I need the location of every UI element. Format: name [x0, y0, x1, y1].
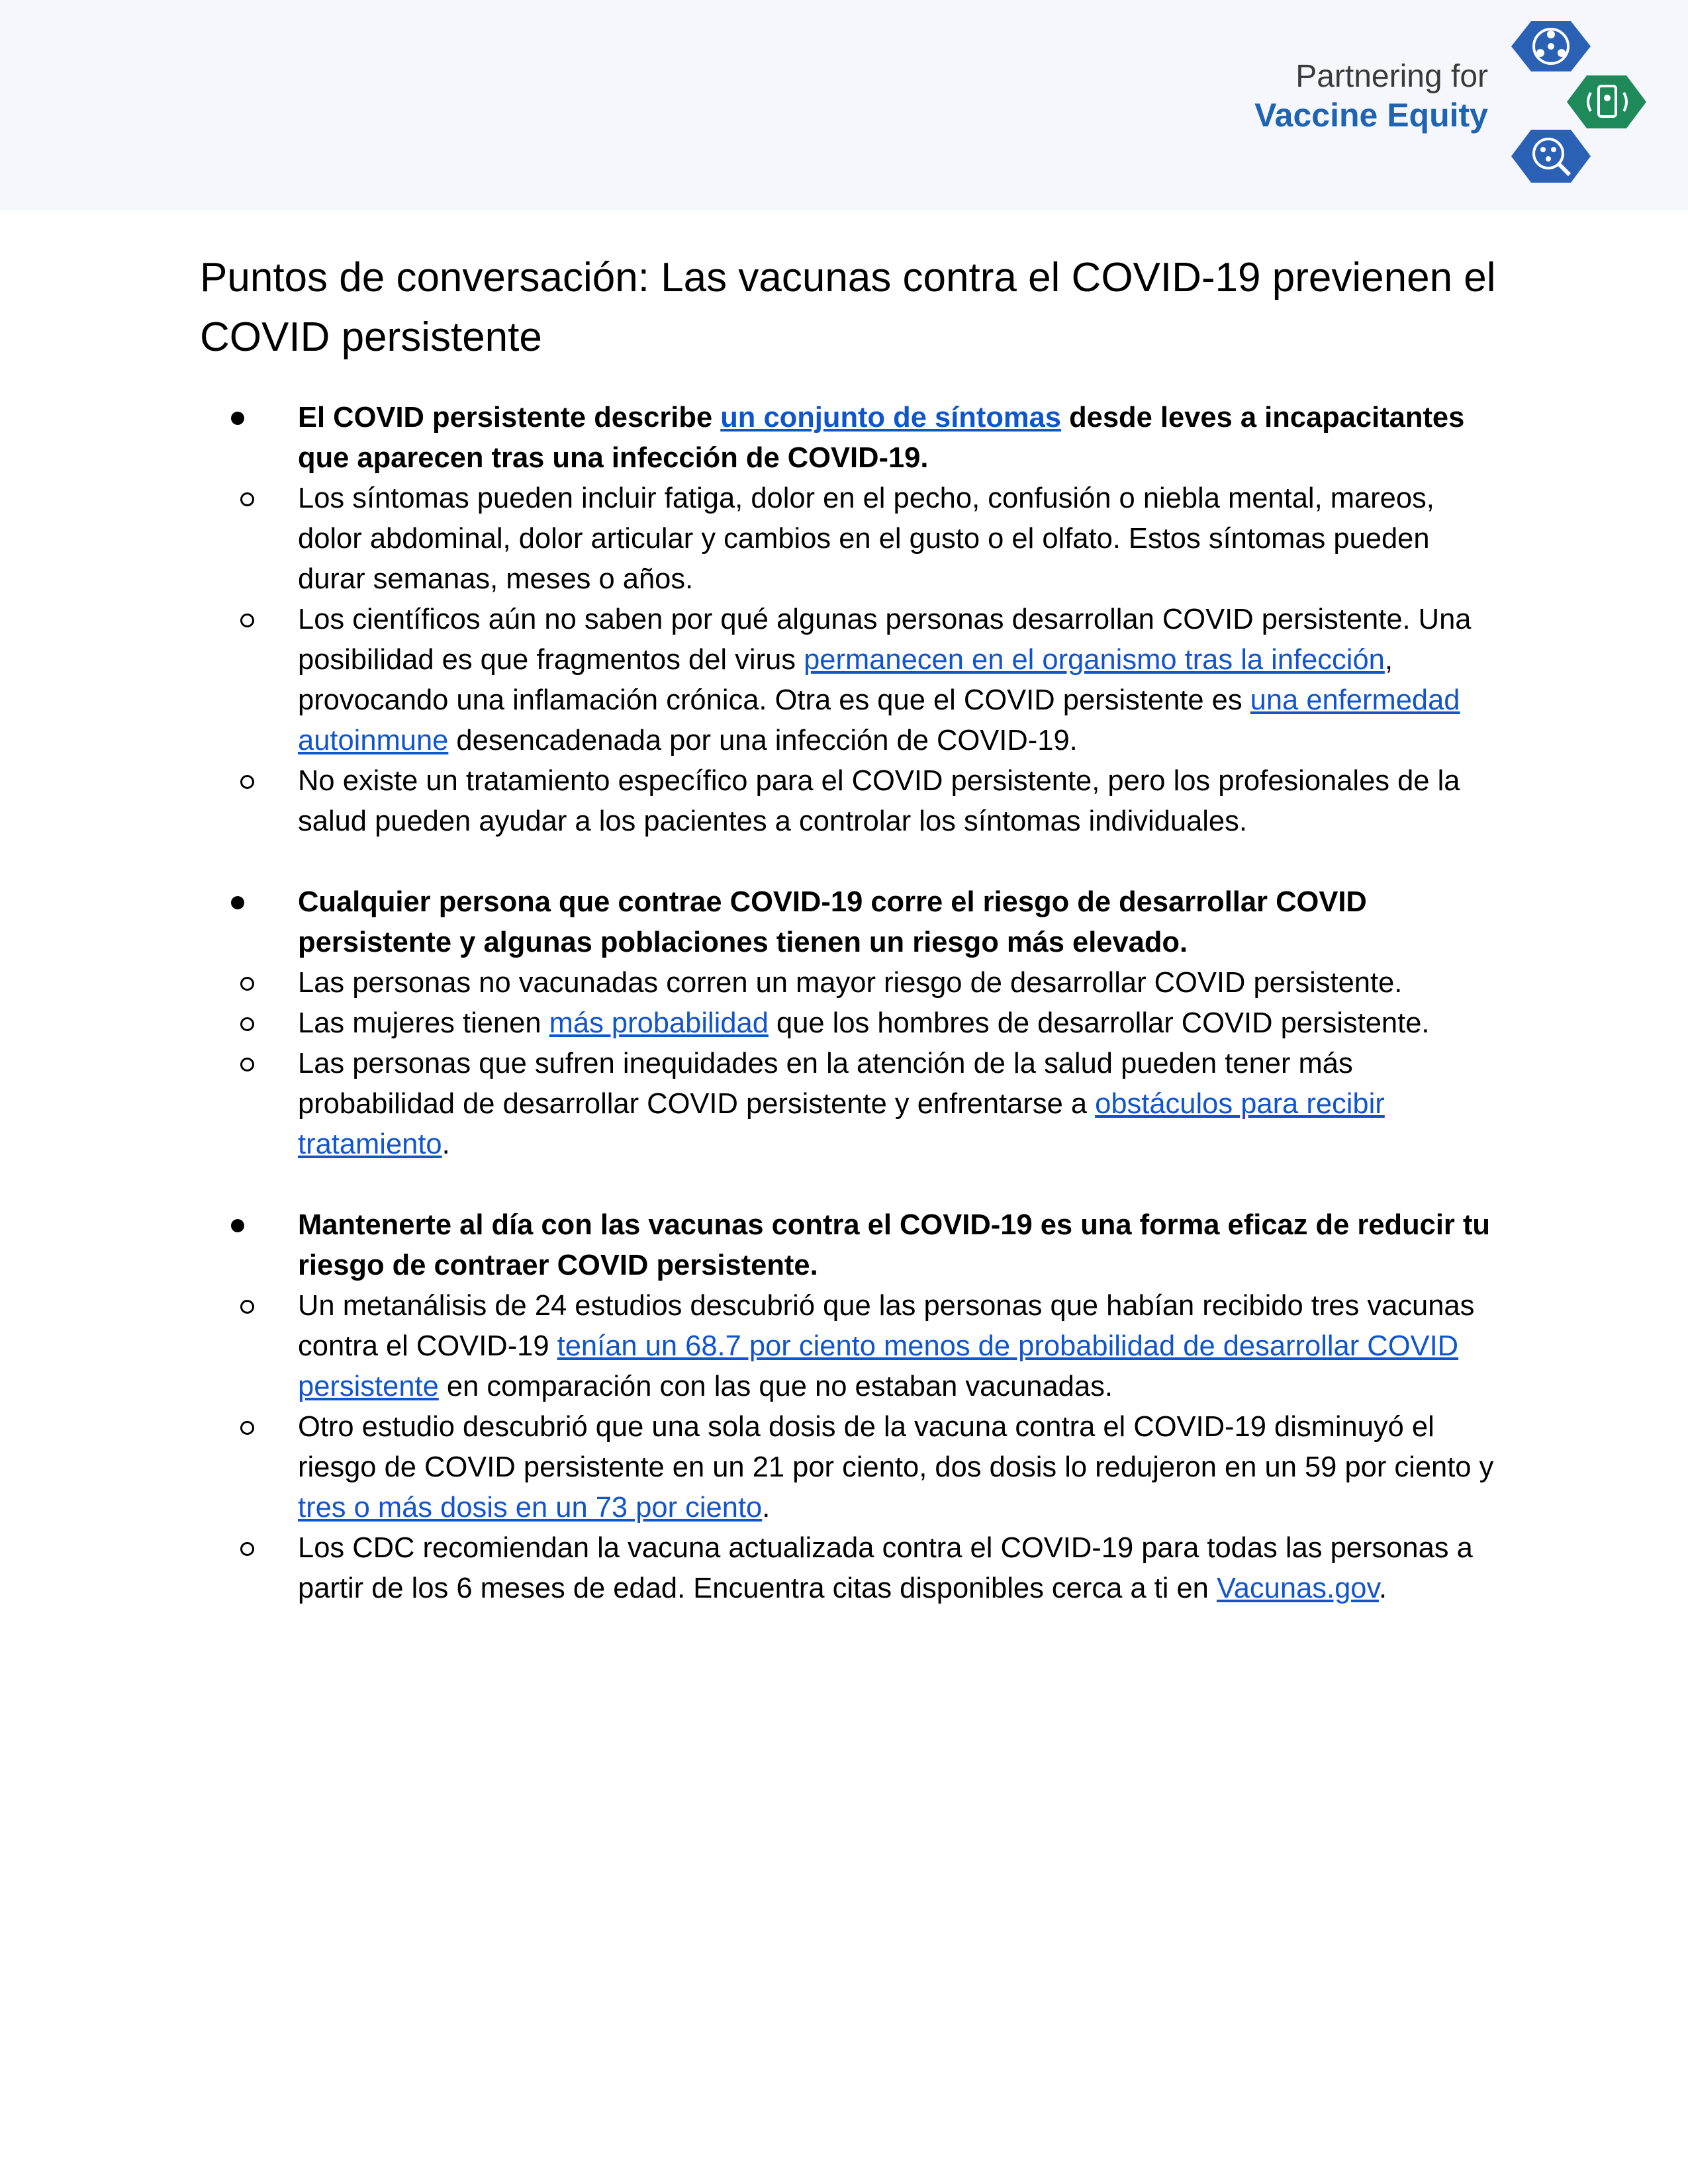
bullet-section-2: [225, 882, 1503, 1165]
logo-wordmark: [1254, 58, 1488, 135]
section-3-heading: Mantenerte al día con las vacunas contra el COVID-19 es una forma eficaz de reducir tu riesgo de contraer COVID persistente.: [298, 1209, 1491, 1281]
list-item: [199, 1003, 1503, 1044]
item-text: Las personas que sufren inequidades en la atención de la salud pueden tener más probabilidad de desarrollar COVID persistente y enfrentarse a: [298, 1048, 1353, 1120]
bullet-dot: [231, 896, 244, 909]
list-item: [199, 963, 1503, 1003]
item-text: Los síntomas pueden incluir fatiga, dolor en el pecho, confusión o niebla mental, mareos, dolor abdominal, dolor articular y cambios en el gusto o el olfato. Estos síntomas pueden durar semanas, meses o años.: [298, 482, 1434, 595]
bullet-dot: [231, 1219, 244, 1232]
section-2-heading: Cualquier persona que contrae COVID-19 corre el riesgo de desarrollar COVID persistente y algunas poblaciones tienen un riesgo más elevado.: [298, 886, 1367, 958]
logo-line-1: Partnering for: [1295, 59, 1488, 94]
item-text: .: [442, 1128, 450, 1160]
logo-hexagon-cluster: [1493, 19, 1665, 184]
link-enfermedad-autoinmune[interactable]: una enfermedad autoinmune: [298, 684, 1460, 756]
sub-bullet: [240, 775, 254, 789]
list-item: [199, 1528, 1503, 1609]
bullet-section-1: [225, 398, 1503, 842]
page-header: [0, 0, 1688, 210]
link-conjunto-sintomas[interactable]: un conjunto de síntomas: [720, 402, 1061, 433]
bullet-section-3: [225, 1205, 1503, 1609]
sub-bullet: [240, 1421, 254, 1435]
heading-text: desde leves a incapacitantes que aparecen tras una infección de COVID-19.: [298, 402, 1465, 474]
sub-bullet: [240, 1058, 254, 1071]
sub-bullet: [240, 977, 254, 991]
item-text: en comparación con las que no estaban vacunadas.: [438, 1371, 1113, 1402]
item-text: .: [1379, 1572, 1387, 1604]
heading-text: El COVID persistente describe: [298, 402, 721, 433]
talking-points: [225, 398, 1503, 1649]
link-68-7-por-ciento[interactable]: tenían un 68.7 por ciento menos de probabilidad de desarrollar COVID persistente: [298, 1330, 1459, 1402]
sub-bullet: [240, 1017, 254, 1031]
item-text: , provocando una inflamación crónica. Otra es que el COVID persistente es: [298, 644, 1393, 716]
sub-bullet: [240, 1300, 254, 1314]
sub-bullet: [240, 492, 254, 506]
item-text: Los CDC recomiendan la vacuna actualizada contra el COVID-19 para todas las personas a partir de los 6 meses de edad. Encuentra citas disponibles cerca a ti en: [298, 1532, 1473, 1604]
sub-bullet: [240, 614, 254, 627]
list-item: [199, 478, 1503, 600]
link-obstaculos-tratamiento[interactable]: obstáculos para recibir tratamiento: [298, 1088, 1385, 1160]
search-network-hex-icon: [1511, 130, 1591, 183]
link-73-por-ciento[interactable]: tres o más dosis en un 73 por ciento: [298, 1492, 763, 1524]
section-1-heading: [298, 398, 1503, 478]
list-item: [199, 761, 1503, 842]
link-mas-probabilidad[interactable]: más probabilidad: [549, 1007, 769, 1039]
list-item: [199, 1044, 1503, 1165]
mobile-signal-hex-icon: [1567, 75, 1646, 128]
item-text: Otro estudio descubrió que una sola dosis de la vacuna contra el COVID-19 disminuyó el riesgo de COVID persistente en un 21 por ciento, dos dosis lo redujeron en un 59 por ciento y: [298, 1411, 1494, 1483]
item-text: Un metanálisis de 24 estudios descubrió que las personas que habían recibido tres vacunas contra el COVID-19: [298, 1290, 1475, 1362]
item-text: que los hombres de desarrollar COVID persistente.: [768, 1007, 1430, 1039]
item-text: Las personas no vacunadas corren un mayor riesgo de desarrollar COVID persistente.: [298, 967, 1403, 999]
logo-line-2: Vaccine Equity: [1254, 96, 1488, 134]
item-text: Los científicos aún no saben por qué algunas personas desarrollan COVID persistente. Una posibilidad es que fragmentos del virus: [298, 604, 1472, 676]
item-text: .: [762, 1492, 771, 1524]
community-hex-icon: [1511, 21, 1591, 71]
link-permanecen-organismo[interactable]: permanecen en el organismo tras la infección: [804, 644, 1385, 676]
list-item: [199, 1286, 1503, 1407]
item-text: desencadenada por una infección de COVID-19.: [448, 725, 1078, 756]
bullet-dot: [231, 412, 244, 425]
sub-bullet: [240, 1542, 254, 1556]
link-vacunas-gov[interactable]: Vacunas.gov: [1216, 1572, 1380, 1604]
item-text: No existe un tratamiento específico para el COVID persistente, pero los profesionales de la salud pueden ayudar a los pacientes a controlar los síntomas individuales.: [298, 765, 1460, 837]
page-title: Puntos de conversación: Las vacunas contra el COVID-19 previenen el COVID persistente: [200, 255, 1496, 360]
item-text: Las mujeres tienen: [298, 1007, 549, 1039]
list-item: [199, 600, 1503, 761]
list-item: [199, 1407, 1503, 1528]
